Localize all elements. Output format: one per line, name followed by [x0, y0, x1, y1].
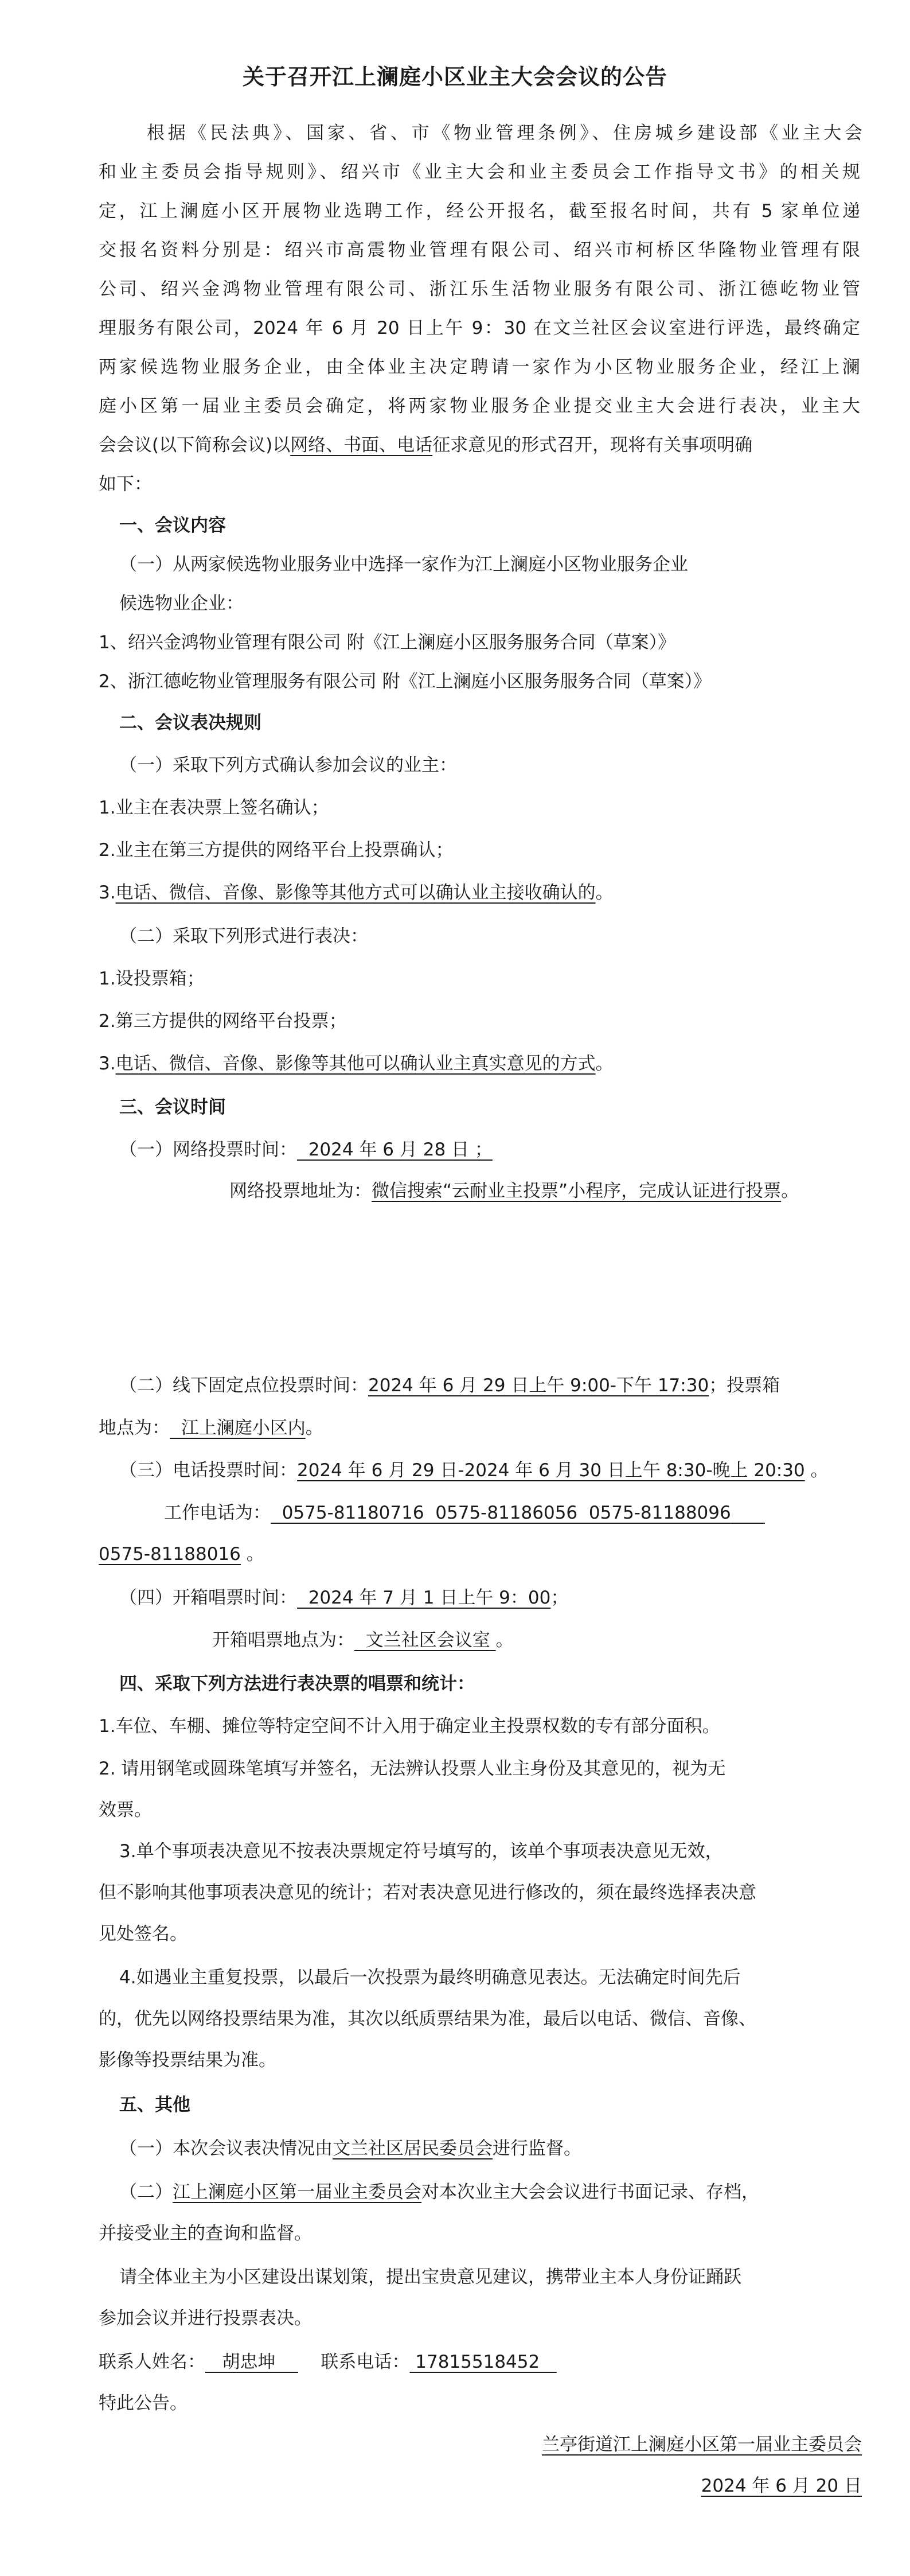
label: 联系人姓名：	[99, 2352, 205, 2372]
label: 地点为：	[99, 1418, 170, 1438]
intro-line-4: 交报名资料分别是：绍兴市高震物业管理有限公司、绍兴市柯桥区华隆物业管理有限	[99, 240, 860, 260]
voting-forms: 网络、书面、电话	[290, 435, 433, 456]
work-phone-last: 0575-81188016	[99, 1544, 241, 1565]
section-heading-2: 二、会议表决规则	[119, 713, 261, 733]
rule-item	[99, 1047, 614, 1080]
rule-item: 2.业主在第三方提供的网络平台上投票确认；	[99, 840, 454, 861]
intro-line-10: 如下：	[99, 474, 152, 495]
punct: 。	[804, 1460, 829, 1481]
record-line	[119, 2176, 759, 2209]
label: 网络投票地址为：	[229, 1181, 372, 1201]
count-time	[119, 1581, 568, 1614]
label: （四）开箱唱票时间：	[119, 1587, 297, 1608]
intro-line-7: 两家候选物业服务企业，由全体业主决定聘请一家作为小区物业服务企业，经江上澜	[99, 357, 860, 378]
label: 联系电话：	[321, 2352, 410, 2372]
offline-vote-place	[99, 1411, 323, 1445]
candidate-1: 1、绍兴金鸿物业管理有限公司 附《江上澜庭小区服务服务合同（草案）》	[99, 632, 676, 653]
work-phones: 0575-81180716 0575-81186056 0575-81188096	[271, 1503, 731, 1523]
label: （三）电话投票时间：	[119, 1460, 297, 1481]
offline-vote-time	[119, 1369, 780, 1402]
contact-name: 胡忠坤	[205, 2352, 298, 2372]
count-location: 文兰社区会议室	[354, 1630, 490, 1651]
label: 工作电话为：	[164, 1503, 271, 1523]
offline-vote-period: 2024 年 6 月 29 日上午 9:00-下午 17:30	[368, 1375, 709, 1396]
intro-line-9	[99, 429, 752, 462]
label: （一）本次会议表决情况由	[119, 2138, 333, 2159]
signature-date: 2024 年 6 月 20 日	[701, 2476, 862, 2496]
call-to-action: 请全体业主为小区建设出谋划策，提出宝贵意见建议，携带业主本人身份证踊跃	[119, 2267, 741, 2287]
phone-vote-time	[119, 1454, 829, 1487]
tally-rule-1: 1.车位、车棚、摊位等特定空间不计入用于确定业主投票权数的专有部分面积。	[99, 1716, 720, 1737]
section-1-sub-1: （一）从两家候选物业服务业中选择一家作为江上澜庭小区物业服务企业	[119, 554, 688, 575]
punct: ；	[550, 1587, 569, 1608]
punct: 。	[495, 1630, 514, 1651]
contact-phone: 17815518452	[409, 2352, 557, 2372]
contact-line	[99, 2345, 557, 2379]
phone-vote-period: 2024 年 6 月 29 日-2024 年 6 月 30 日上午 8:30-晚上 20:30	[297, 1460, 805, 1481]
tally-rule-2a: 2. 请用钢笔或圆珠笔填写并签名，无法辨认投票人业主身份及其意见的，视为无	[99, 1758, 726, 1779]
page-title: 关于召开江上澜庭小区业主大会会议的公告	[242, 64, 667, 90]
item-number: 3.	[99, 1053, 116, 1074]
label: （一）网络投票时间：	[119, 1139, 297, 1160]
punct: 。	[595, 882, 614, 903]
intro-text: 会会议(以下简称会议)以	[99, 435, 291, 456]
rule-item: 1.设投票箱；	[99, 968, 205, 989]
section-2-sub-1: （一）采取下列方式确认参加会议的业主：	[119, 755, 457, 776]
tally-rule-3a: 3.单个事项表决意见不按表决票规定符号填写的，该单个事项表决意见无效，	[119, 1841, 723, 1862]
item-number: 3.	[99, 882, 116, 903]
intro-line-1: 根据《民法典》、国家、省、市《物业管理条例》、住房城乡建设部《业主大会	[147, 123, 862, 143]
online-vote-link: 微信搜索“云耐业主投票”小程序，完成认证进行投票	[372, 1181, 782, 1201]
punct: 。	[595, 1053, 614, 1074]
rule-item	[99, 876, 614, 909]
work-phone-line	[164, 1496, 765, 1530]
intro-text: 征求意见的形式召开，现将有关事项明确	[432, 435, 753, 456]
count-place	[212, 1624, 514, 1657]
record-line-2: 并接受业主的查询和监督。	[99, 2223, 312, 2244]
intro-line-2: 和业主委员会指导规则》、绍兴市《业主大会和业主委员会工作指导文书》的相关规	[99, 162, 860, 182]
tally-rule-3c: 见处签名。	[99, 1924, 188, 1944]
tally-rule-3b: 但不影响其他事项表决意见的统计；若对表决意见进行修改的，须在最终选择表决意	[99, 1882, 756, 1903]
section-heading-1: 一、会议内容	[119, 515, 226, 536]
punct: 。	[781, 1181, 799, 1201]
offline-vote-location: 江上澜庭小区内	[170, 1418, 306, 1438]
closing-text: 特此公告。	[99, 2393, 188, 2414]
label: （二）	[119, 2182, 173, 2203]
voting-methods: 电话、微信、音像、影像等其他可以确认业主真实意见的方式	[115, 1053, 596, 1074]
section-heading-4: 四、采取下列方法进行表决票的唱票和统计：	[119, 1674, 475, 1694]
supervision-line	[119, 2132, 581, 2165]
intro-line-3: 定，江上澜庭小区开展物业选聘工作，经公开报名，截至报名时间，共有 5 家单位递	[99, 201, 860, 221]
candidates-label: 候选物业企业：	[119, 593, 244, 614]
confirm-methods: 电话、微信、音像、影像等其他方式可以确认业主接收确认的	[115, 882, 596, 903]
label: （二）线下固定点位投票时间：	[119, 1375, 368, 1396]
rule-item: 2.第三方提供的网络平台投票；	[99, 1011, 347, 1032]
tally-rule-4c: 影像等投票结果为准。	[99, 2050, 276, 2071]
label: 进行监督。	[493, 2138, 581, 2159]
tally-rule-2b: 效票。	[99, 1800, 152, 1820]
intro-line-5: 公司、绍兴金鸿物业管理有限公司、浙江乐生活物业服务有限公司、浙江德屹物业管	[99, 279, 860, 299]
call-to-action-2: 参加会议并进行投票表决。	[99, 2308, 312, 2329]
signature-org: 兰亭街道江上澜庭小区第一届业主委员会	[542, 2434, 862, 2455]
label: ；投票箱	[709, 1375, 780, 1396]
work-phone-line-2	[99, 1538, 264, 1571]
intro-line-6: 理服务有限公司，2024 年 6 月 20 日上午 9：30 在文兰社区会议室进行评选，最终确定	[99, 318, 860, 338]
label: 对本次业主大会会议进行书面记录、存档，	[421, 2182, 759, 2203]
punct: 。	[240, 1544, 264, 1565]
tally-rule-4b: 的，优先以网络投票结果为准，其次以纸质票结果为准，最后以电话、微信、音像、	[99, 2009, 756, 2029]
count-datetime: 2024 年 7 月 1 日上午 9：00	[297, 1587, 551, 1608]
candidate-2: 2、浙江德屹物业管理服务有限公司 附《江上澜庭小区服务服务合同（草案）》	[99, 671, 712, 692]
online-vote-date: 2024 年 6 月 28 日 ；	[297, 1139, 493, 1160]
punct: 。	[305, 1418, 323, 1438]
label: 开箱唱票地点为：	[212, 1630, 354, 1651]
committee-org: 江上澜庭小区第一届业主委员会	[173, 2182, 421, 2203]
online-vote-address	[229, 1174, 799, 1208]
rule-item: 1.业主在表决票上签名确认；	[99, 797, 329, 818]
section-2-sub-2: （二）采取下列形式进行表决：	[119, 926, 368, 947]
supervisor-org: 文兰社区居民委员会	[333, 2138, 493, 2159]
online-vote-time	[119, 1133, 493, 1166]
section-heading-5: 五、其他	[119, 2095, 190, 2115]
intro-line-8: 庭小区第一届业主委员会确定，将两家物业服务企业提交业主大会进行表决，业主大	[99, 396, 860, 417]
tally-rule-4a: 4.如遇业主重复投票，以最后一次投票为最终明确意见表达。无法确定时间先后	[119, 1967, 741, 1988]
section-heading-3: 三、会议时间	[119, 1097, 226, 1118]
